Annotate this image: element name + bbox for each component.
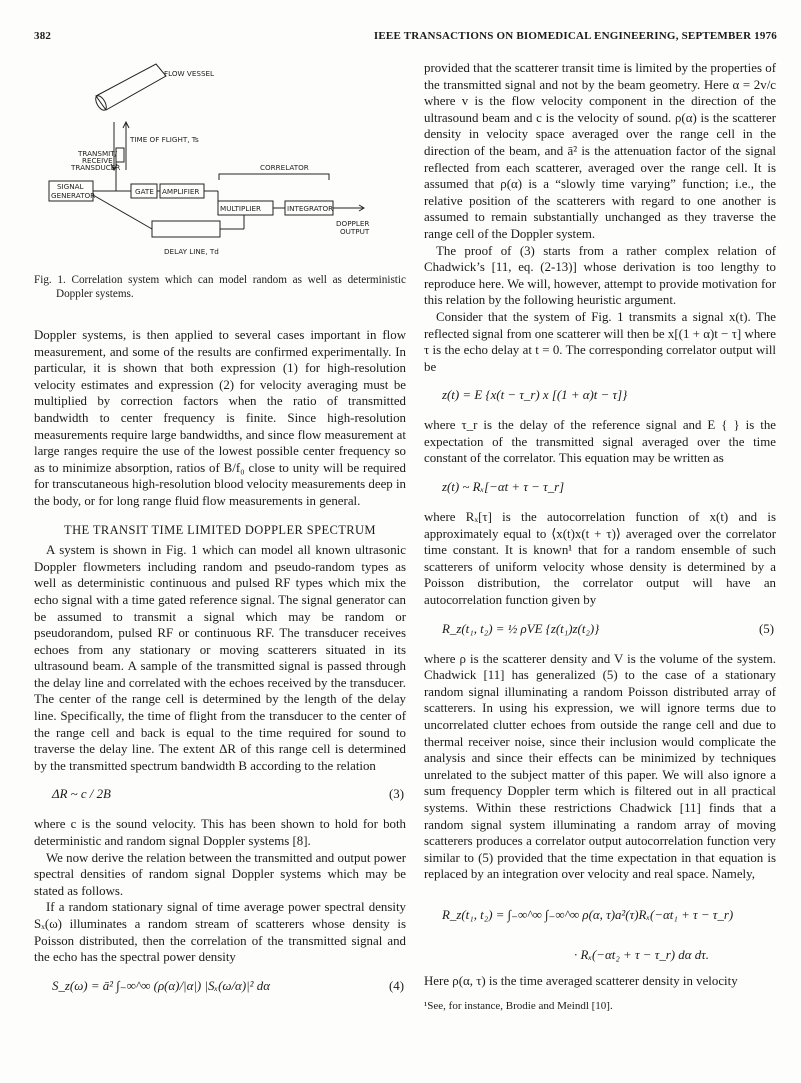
equation-6-line-1 bbox=[424, 891, 776, 941]
equation-5-number: (5) bbox=[758, 621, 774, 636]
journal-title: IEEE TRANSACTIONS ON BIOMEDICAL ENGINEERING, SEPTEMBER 1976 bbox=[373, 30, 777, 42]
equation-4 bbox=[34, 974, 406, 1014]
label-transducer-3: TRANSDUCER bbox=[71, 163, 121, 172]
footnote: ¹See, for instance, Brodie and Meindl [10]. bbox=[424, 999, 613, 1012]
equation-6-line-2-body: · Rₓ(−αt₂ + τ − τ_r) dα dτ. bbox=[574, 947, 710, 962]
left-paragraph-3: where c is the sound velocity. This has been shown to hold for both deterministic and random signal Doppler systems [8]. bbox=[34, 817, 406, 849]
label-multiplier: MULTIPLIER bbox=[220, 204, 261, 213]
figure-1 bbox=[34, 60, 406, 272]
equation-4-number: (4) bbox=[388, 978, 404, 993]
equation-4-body: S_z(ω) = ā² ∫₋∞^∞ (ρ(α)/|α|) |Sₓ(ω/α)|² dα bbox=[52, 978, 270, 993]
label-flow-vessel: FLOW VESSEL bbox=[164, 69, 215, 78]
label-signal-gen-2: GENERATOR bbox=[51, 191, 96, 200]
caption-label: Fig. 1. bbox=[34, 274, 66, 286]
left-paragraph-1: Doppler systems, is then applied to several cases important in flow measurement, and some of the results are confirmed experimentally. In particular, it is shown that both expression (1) for high-resolution velocity estimates and expression (2) for velocity averaging must be multiplied by correction factors when the ratio of transmitted bandwidth to center frequency is finite. Since high-resolution measurements require large bandwidths, and since flow measurement at large ranges require the use of the lowest possible center frequency so as to minimize absorption, ratios of B/f₀ close to unity will be required for transcutaneous high-resolution blood velocity measurements deep in the body, or for long range fluid flow measurements in general. bbox=[34, 328, 406, 508]
right-paragraph-6: where ρ is the scatterer density and V is the volume of the system. Chadwick [11] has generalized (5) to the case of a stationary random signal illuminating a random Poisson distributed array of scatterers. In using his expression, we will ignore terms due to uncorrelated clutter echoes from outside the range cell and due to thermal receiver noise, since their inclusion would complicate the analysis and since their effects can be minimized by techniques unrelated to the subject matter of this paper. We will also ignore a sum frequency Doppler term which is filtered out in all practical systems. Within these restrictions Chadwick [11] finds that a random signal system illuminating a random array of moving scatterers produces a correlator output autocorrelation function very similar to (5) provided that the time expectation in that equation is replaced by an integration over velocity and real space. Namely, bbox=[424, 651, 776, 882]
left-paragraph-4: We now derive the relation between the transmitted and output power spectral densities of random signal Doppler systems which may be stated as follows. bbox=[34, 850, 406, 898]
label-doppler-2: OUTPUT bbox=[340, 227, 370, 236]
figure-caption bbox=[34, 274, 406, 301]
correlation-system-diagram bbox=[34, 60, 406, 272]
equation-3-body: ΔR ~ c / 2B bbox=[52, 787, 111, 802]
label-doppler-1: DOPPLER bbox=[336, 219, 370, 228]
left-paragraph-2: A system is shown in Fig. 1 which can model all known ultrasonic Doppler flowmeters including random and pseudo-random types as well as deterministic continuous and pulsed RF types which mix the echo signal with a time gated reference signal. The signal generator can be assumed to transmit a signal which may be random or pseudorandom, pulsed RF or continuous RF. The transducer receives echoes from any stationary or moving scatterers situated in its ultrasound beam. A sample of the transmitted signal is passed through the delay line and correlated with the echoes received by the transducer. The center of the range cell is determined by the length of the delay line. Specifically, the time of flight from the transducer to the center of the range cell and back is equal to the time required for sound to traverse the delay line. The extent ΔR of this range cell is determined by the transmitted spectrum bandwidth B according to the relation bbox=[34, 543, 406, 773]
caption-text: Correlation system which can model random as well as deterministic Doppler systems. bbox=[56, 274, 406, 300]
label-correlator: CORRELATOR bbox=[260, 163, 309, 172]
label-delay-line: DELAY LINE, Td bbox=[164, 247, 219, 256]
left-paragraph-5: If a random stationary signal of time average power spectral density Sₓ(ω) illuminates a random stream of scatterers whose density is Poisson distributed, then the correlation of the transmitted signal and the echo has the spectral power density bbox=[34, 900, 406, 965]
flow-vessel-shape bbox=[96, 64, 166, 110]
label-integrator: INTEGRATOR bbox=[287, 204, 334, 213]
equation-6-line-2 bbox=[424, 943, 776, 967]
left-column bbox=[34, 60, 406, 1020]
equation-3-number: (3) bbox=[388, 787, 404, 802]
label-signal-gen-1: SIGNAL bbox=[57, 182, 84, 191]
equation-5 bbox=[424, 617, 776, 645]
section-heading: THE TRANSIT TIME LIMITED DOPPLER SPECTRUM bbox=[64, 522, 376, 537]
right-paragraph-2: The proof of (3) starts from a rather complex relation of Chadwick’s [11, eq. (2-13)] whose derivation is too lengthy to reproduce here. We will, however, attempt to provide motivation for this relation by the following heuristic argument. bbox=[424, 243, 776, 308]
delay-line-box bbox=[152, 221, 220, 237]
right-paragraph-5: where Rₓ[τ] is the autocorrelation function of x(t) and is approximately equal to ⟨x(t)x(t + τ)⟩ averaged over the correlator time constant. It is known¹ that for a random ensemble of such scatterers of uniform velocity whose density is determined by a Poisson distribution, the correlator output will have an autocorrelation function given by bbox=[424, 510, 776, 608]
label-gate: GATE bbox=[135, 187, 154, 196]
equation-z2 bbox=[424, 475, 776, 503]
right-paragraph-7: Here ρ(α, τ) is the time averaged scatterer density in velocity bbox=[424, 973, 738, 988]
equation-6-line-1-body: R_z(t₁, t₂) = ∫₋∞^∞ ∫₋∞^∞ ρ(α, τ)a²(τ)Rₓ(−αt₁ + τ − τ_r) bbox=[442, 907, 734, 922]
equation-3 bbox=[34, 782, 406, 810]
label-transducer-1: TRANSMIT/ bbox=[78, 149, 118, 158]
page-number: 382 bbox=[34, 30, 52, 42]
label-amplifier: AMPLIFIER bbox=[162, 187, 200, 196]
equation-5-body: R_z(t₁, t₂) = ½ ρVE {z(t₁)z(t₂)} bbox=[442, 621, 600, 636]
equation-z1-body: z(t) = E {x(t − τ_r) x [(1 + α)t − τ]} bbox=[442, 388, 628, 403]
label-time-of-flight: TIME OF FLIGHT, Ts bbox=[130, 135, 199, 144]
equation-z1 bbox=[424, 383, 776, 411]
right-column bbox=[424, 60, 776, 1014]
transducer-shape bbox=[116, 148, 124, 162]
correlator-bracket bbox=[219, 174, 329, 180]
equation-z2-body: z(t) ~ Rₓ[−αt + τ − τ_r] bbox=[442, 480, 565, 495]
right-paragraph-3: Consider that the system of Fig. 1 transmits a signal x(t). The reflected signal from one scatterer will then be x[(1 + α)t − τ] where τ is the echo delay at t = 0. The corresponding correlator output will be bbox=[424, 309, 776, 374]
right-paragraph-4: where τ_r is the delay of the reference signal and E { } is the expectation of the transmitted signal averaged over the time constant of the correlator. This equation may be written as bbox=[424, 418, 776, 466]
right-paragraph-1: provided that the scatterer transit time is limited by the properties of the transmitted signal and not by the beam geometry. Here α = 2v/c where v is the flow velocity component in the direction of the ultrasound beam and c is the velocity of sound. ρ(α) is the scatterer density in velocity space averaged over the range cell in the direction of the beam, and ā² is the attenuation factor of the signal reflected from each scatterer, averaged over the range cell. It is assumed that ρ(α) is a “slowly time varying” function; i.e., the relative position of the scatterers with regard to one another is assumed to remain substantially unchanged as they traverse the range cell of the Doppler system. bbox=[424, 61, 776, 241]
label-transducer-2: RECEIVE bbox=[82, 156, 113, 165]
